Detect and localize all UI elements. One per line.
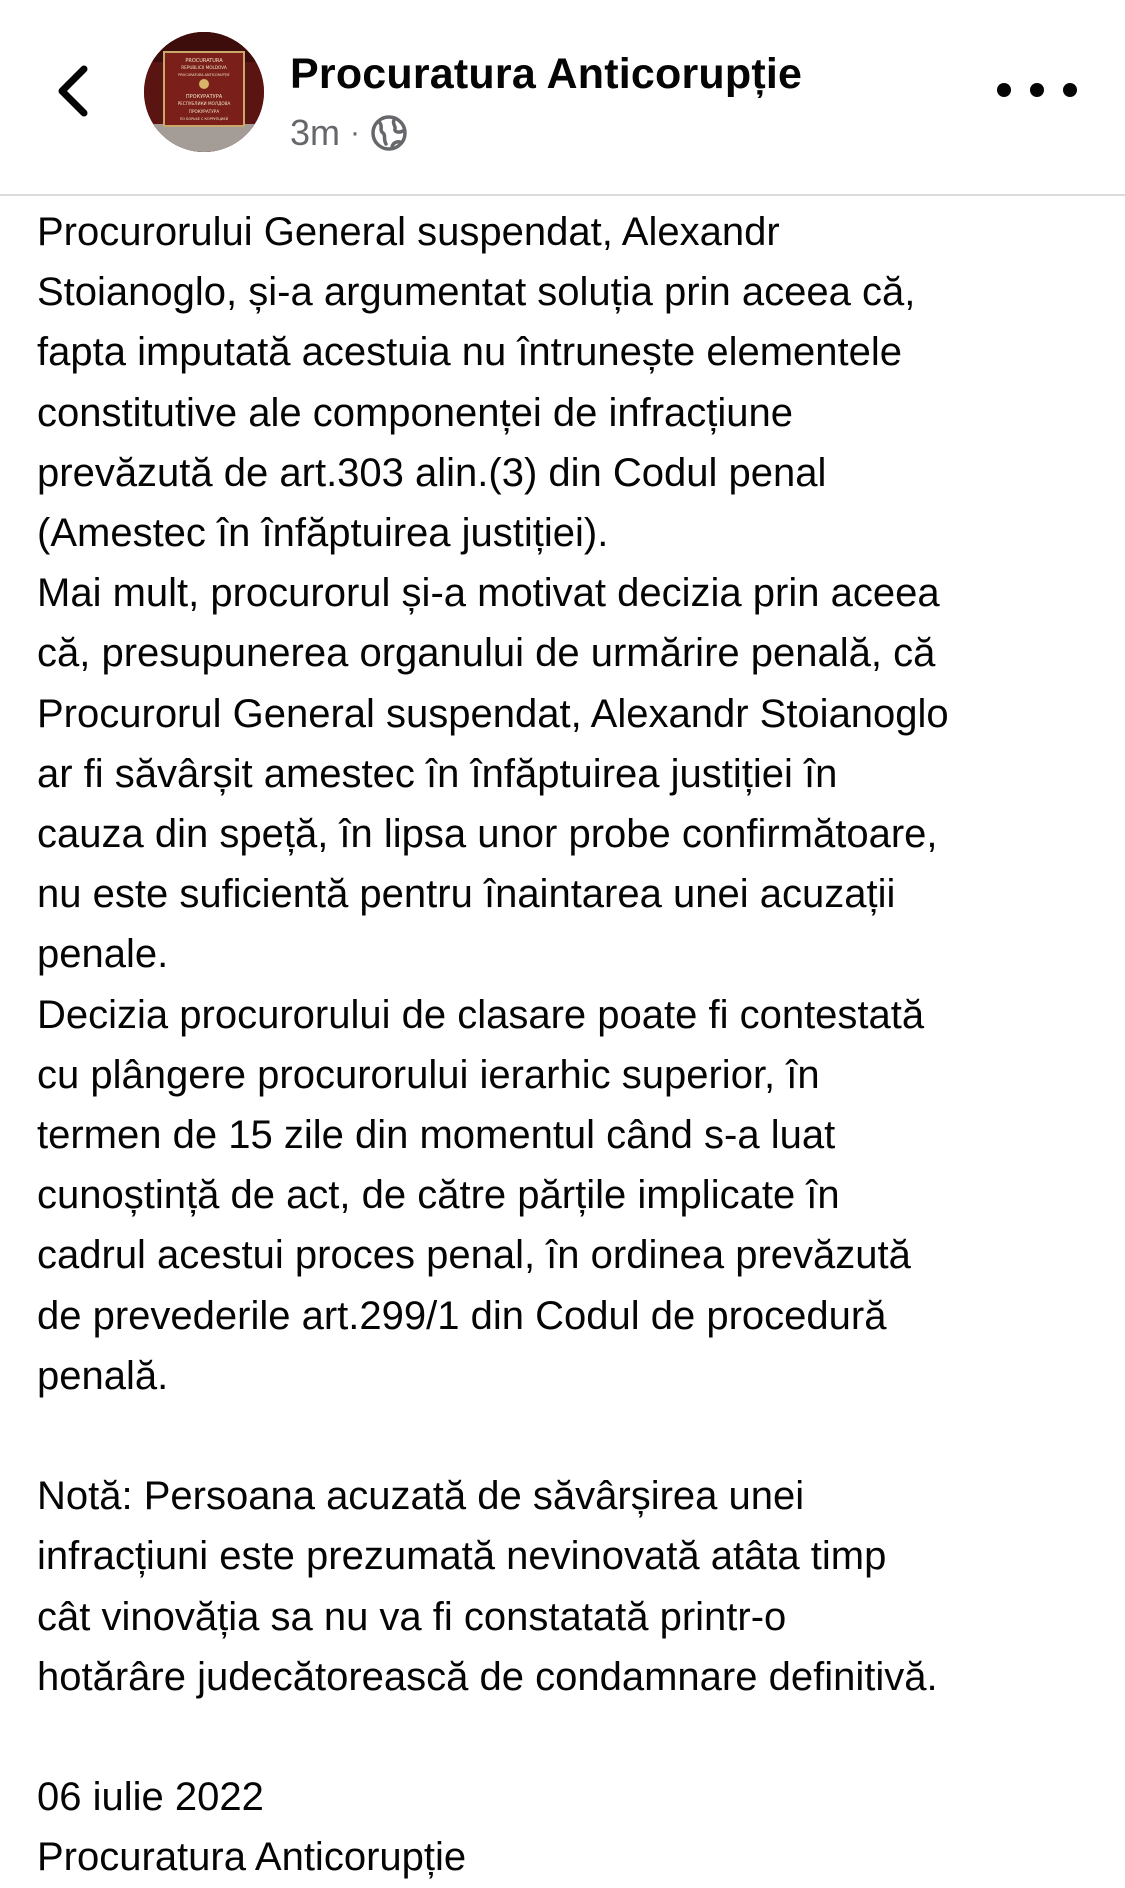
post-meta (290, 112, 408, 154)
avatar-sign-image (144, 32, 264, 152)
post-line: cu plângere procurorului ierarhic superior, în (37, 1052, 820, 1097)
meta-separator: · (350, 116, 361, 149)
post-date: 06 iulie 2022 (37, 1775, 264, 1820)
post-line: Stoianoglo, și-a argumentat soluția prin aceea că, (37, 270, 916, 315)
post-line: că, presupunerea organului de urmărire penală, că (37, 631, 936, 676)
post-line: cadrul acestui proces penal, în ordinea prevăzută (37, 1233, 911, 1278)
post-line: constitutive ale componenței de infracțiune (37, 390, 794, 435)
post-line: ar fi săvârșit amestec în înfăptuirea justiției în (37, 751, 838, 796)
avatar-sign-line: ПО БОРЬБЕ С КОРРУПЦИЕЙ (179, 117, 229, 121)
post-signature: Procuratura Anticorupție (37, 1835, 467, 1880)
post-line: (Amestec în înfăptuirea justiției). (37, 511, 609, 556)
avatar-sign-line: PROCURATURA (185, 58, 223, 64)
note-line: hotărâre judecătorească de condamnare definitivă. (37, 1654, 938, 1699)
globe-icon[interactable] (370, 114, 408, 152)
post-line: de prevederile art.299/1 din Codul de procedură (37, 1293, 887, 1338)
post-header (0, 0, 1125, 196)
page-name[interactable]: Procuratura Anticorupție (290, 50, 803, 98)
more-horizontal-icon (1063, 83, 1077, 97)
paragraph-spacer (37, 1406, 1097, 1466)
avatar-sign-line: PROCURATURA ANTICORUPȚIE (178, 73, 230, 77)
post-line: Mai mult, procurorul și-a motivat decizia prin aceea (37, 571, 940, 616)
post-line: Decizia procurorului de clasare poate fi contestată (37, 992, 925, 1037)
post-line: fapta imputată acestuia nu întrunește elementele (37, 330, 902, 375)
more-options-button[interactable] (997, 70, 1077, 110)
post-line: prevăzută de art.303 alin.(3) din Codul penal (37, 450, 827, 495)
avatar-sign-line: РЕСПУБЛИКИ МОЛДОВА (177, 101, 231, 106)
back-button[interactable] (40, 52, 104, 130)
post-line: cunoștință de act, de către părțile implicate în (37, 1173, 840, 1218)
post-line: Procurorul General suspendat, Alexandr Stoianoglo (37, 691, 949, 736)
paragraph-spacer (37, 1707, 1097, 1767)
post-line: penale. (37, 932, 169, 977)
avatar[interactable] (144, 32, 264, 152)
avatar-sign-line: ПРОКУРАТУРА (188, 109, 220, 114)
post-time[interactable]: 3m (290, 112, 341, 153)
more-horizontal-icon (997, 83, 1011, 97)
note-line: Notă: Persoana acuzată de săvârșirea unei (37, 1474, 805, 1519)
post-line: nu este suficientă pentru înaintarea unei acuzații (37, 872, 896, 917)
avatar-sign-line: REPUBLICII MOLDOVA (181, 65, 227, 70)
post-line: Procurorului General suspendat, Alexandr (37, 210, 780, 254)
post-text (37, 202, 1097, 1888)
post-line: penală. (37, 1353, 169, 1398)
chevron-left-icon (52, 63, 92, 119)
avatar-sign-line: ПРОКУРАТУРА (185, 94, 223, 100)
note-line: cât vinovăția sa nu va fi constatată printr-o (37, 1594, 787, 1639)
post-line: termen de 15 zile din momentul când s-a luat (37, 1113, 836, 1158)
post-line: cauza din speță, în lipsa unor probe confirmătoare, (37, 812, 938, 857)
note-line: infracțiuni este prezumată nevinovată atâta timp (37, 1534, 887, 1579)
more-horizontal-icon (1030, 83, 1044, 97)
